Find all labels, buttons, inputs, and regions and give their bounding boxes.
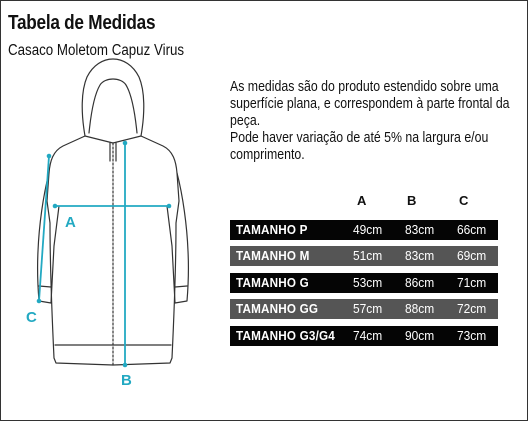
measure-a-value: 51cm xyxy=(353,248,383,263)
measure-c-start-dot xyxy=(47,154,52,159)
page-title: Tabela de Medidas xyxy=(8,12,156,34)
measure-a-value: 57cm xyxy=(353,301,383,316)
measure-b-start-dot xyxy=(123,141,128,146)
size-label: TAMANHO G xyxy=(236,274,309,290)
right-sleeve xyxy=(167,173,188,303)
measure-b-value: 83cm xyxy=(405,221,435,237)
size-table-header xyxy=(230,193,498,213)
size-label: TAMANHO P xyxy=(236,221,308,237)
measure-a-end-dot xyxy=(167,204,172,209)
column-header-c: C xyxy=(459,193,469,208)
size-row-g xyxy=(230,273,498,293)
size-table xyxy=(230,193,498,346)
measure-a-value: 74cm xyxy=(353,327,383,343)
measure-c-value: 71cm xyxy=(457,274,487,290)
hood-outline xyxy=(82,59,144,136)
measure-c-value: 73cm xyxy=(457,327,487,343)
measure-a-value: 49cm xyxy=(353,221,383,237)
measure-c-value: 66cm xyxy=(457,221,487,237)
measure-c-end-dot xyxy=(37,299,42,304)
size-row-m xyxy=(230,246,498,266)
size-label: TAMANHO GG xyxy=(236,301,319,316)
measure-b-value: 88cm xyxy=(405,301,435,316)
column-header-b: B xyxy=(407,193,417,208)
measure-a-value: 53cm xyxy=(353,274,383,290)
hoodie-diagram xyxy=(1,1,229,420)
description-paragraph-2: Pode haver variação de até 5% na largura e/ou comprimento. xyxy=(230,130,489,163)
size-row-g3-g4 xyxy=(230,326,498,346)
size-label: TAMANHO M xyxy=(236,248,310,263)
description-paragraph-1: As medidas são do produto estendido sobre uma superfície plana, e correspondem à parte frontal da peça. xyxy=(230,79,510,129)
measurement-description xyxy=(230,79,511,164)
size-label: TAMANHO G3/G4 xyxy=(236,327,335,343)
label-b: B xyxy=(121,372,132,389)
measure-c-line xyxy=(39,156,49,301)
column-header-a: A xyxy=(357,193,367,208)
size-row-p xyxy=(230,220,498,240)
measure-b-value: 86cm xyxy=(405,274,435,290)
label-a: A xyxy=(65,214,76,231)
measurement-lines xyxy=(39,143,169,365)
measure-b-value: 83cm xyxy=(405,248,435,263)
product-subtitle: Casaco Moletom Capuz Virus xyxy=(8,42,185,59)
measure-b-value: 90cm xyxy=(405,327,435,343)
measure-a-start-dot xyxy=(53,204,58,209)
measure-b-end-dot xyxy=(123,363,128,368)
hood-opening xyxy=(89,79,137,133)
measure-c-value: 72cm xyxy=(457,301,487,316)
label-c: C xyxy=(26,309,37,326)
size-row-gg xyxy=(230,299,498,319)
measure-c-value: 69cm xyxy=(457,248,487,263)
